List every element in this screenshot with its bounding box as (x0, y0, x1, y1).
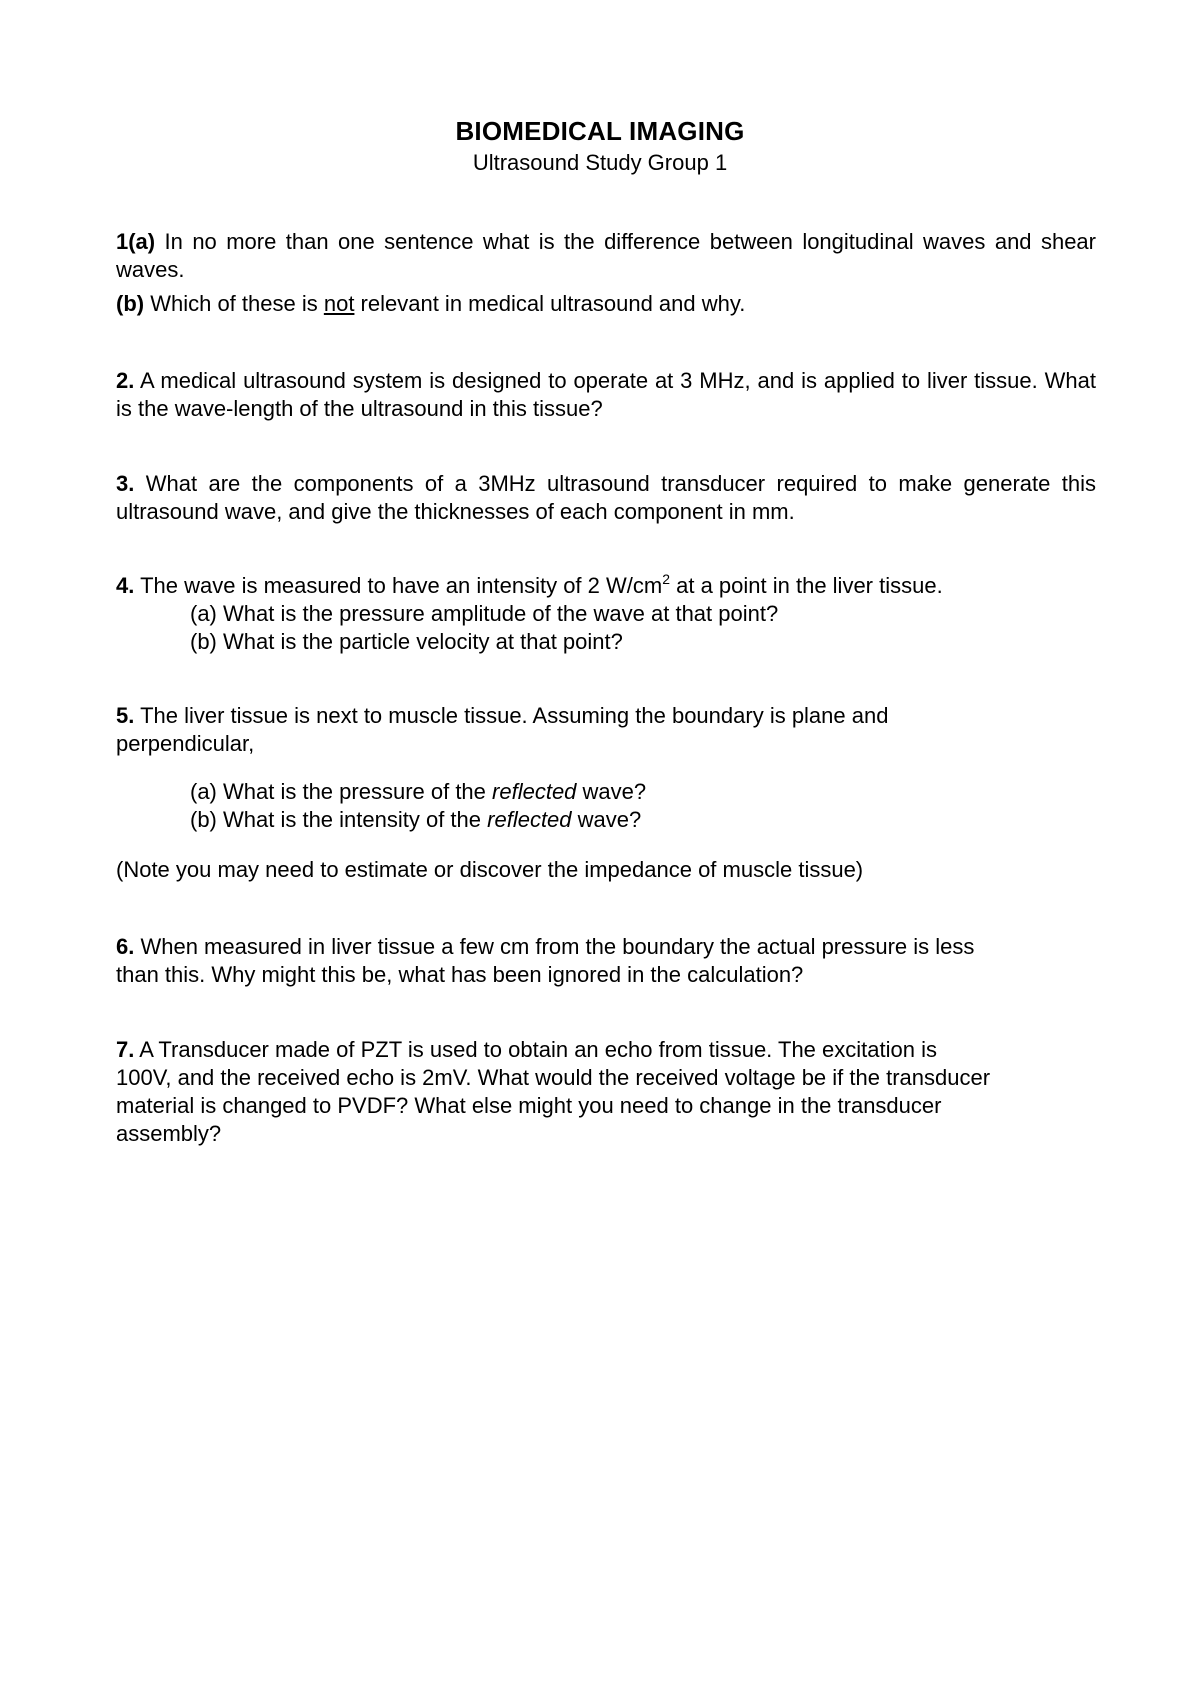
question-7 (116, 1036, 1096, 1148)
question-5-number: 5. (116, 703, 135, 728)
question-4a: (a) What is the pressure amplitude of the wave at that point? (190, 601, 779, 626)
question-5-note: (Note you may need to estimate or discover the impedance of muscle tissue) (116, 857, 864, 882)
question-7-text-line3: material is changed to PVDF? What else might you need to change in the transducer (116, 1093, 942, 1118)
question-4-superscript: 2 (662, 571, 670, 587)
question-6-number: 6. (116, 934, 135, 959)
question-3-text: What are the components of a 3MHz ultrasound transducer required to make generate this ultrasound wave, and give the thicknesses of each component in mm. (116, 471, 1096, 524)
question-5-subparts (116, 778, 1096, 834)
question-6 (116, 933, 1096, 989)
question-4 (116, 572, 1096, 656)
question-1a-number: 1(a) (116, 229, 156, 254)
question-5 (116, 702, 1096, 758)
question-4-text-post: at a point in the liver tissue. (670, 573, 943, 598)
question-2-number: 2. (116, 368, 135, 393)
question-7-text-line1: A Transducer made of PZT is used to obtain an echo from tissue. The excitation is (134, 1037, 937, 1062)
page-subtitle: Ultrasound Study Group 1 (472, 150, 728, 175)
question-1b (116, 290, 1096, 318)
question-5b: (b) What is the intensity of the reflected wave? (190, 807, 642, 832)
question-5-text-line1: The liver tissue is next to muscle tissue. Assuming the boundary is plane and (134, 703, 889, 728)
question-1a-text: In no more than one sentence what is the difference between longitudinal waves and shear waves. (116, 229, 1096, 282)
question-4b: (b) What is the particle velocity at that point? (190, 629, 623, 654)
question-5a: (a) What is the pressure of the reflected wave? (190, 779, 647, 804)
question-7-number: 7. (116, 1037, 135, 1062)
question-4-text-pre: The wave is measured to have an intensity of 2 W/cm (134, 573, 663, 598)
question-2 (116, 367, 1096, 423)
question-6-text-line1: When measured in liver tissue a few cm from the boundary the actual pressure is less (134, 934, 975, 959)
question-6-text-line2: than this. Why might this be, what has been ignored in the calculation? (116, 962, 804, 987)
question-1b-text-post: relevant in medical ultrasound and why. (354, 291, 746, 316)
question-4-number: 4. (116, 573, 135, 598)
question-1b-label: (b) (116, 291, 145, 316)
question-1b-underlined-word: not (323, 291, 355, 316)
question-2-text: A medical ultrasound system is designed to operate at 3 MHz, and is applied to liver tissue. What is the wave-length of the ultrasound in this tissue? (116, 368, 1096, 421)
question-1b-text-pre: Which of these is (144, 291, 324, 316)
question-3-number: 3. (116, 471, 135, 496)
question-7-text-line4: assembly? (116, 1121, 222, 1146)
question-1a (116, 228, 1096, 284)
question-7-text-line2: 100V, and the received echo is 2mV. What would the received voltage be if the transducer (116, 1065, 991, 1090)
question-5-text-line2: perpendicular, (116, 731, 255, 756)
question-3 (116, 470, 1096, 526)
page-title: BIOMEDICAL IMAGING (455, 116, 745, 146)
